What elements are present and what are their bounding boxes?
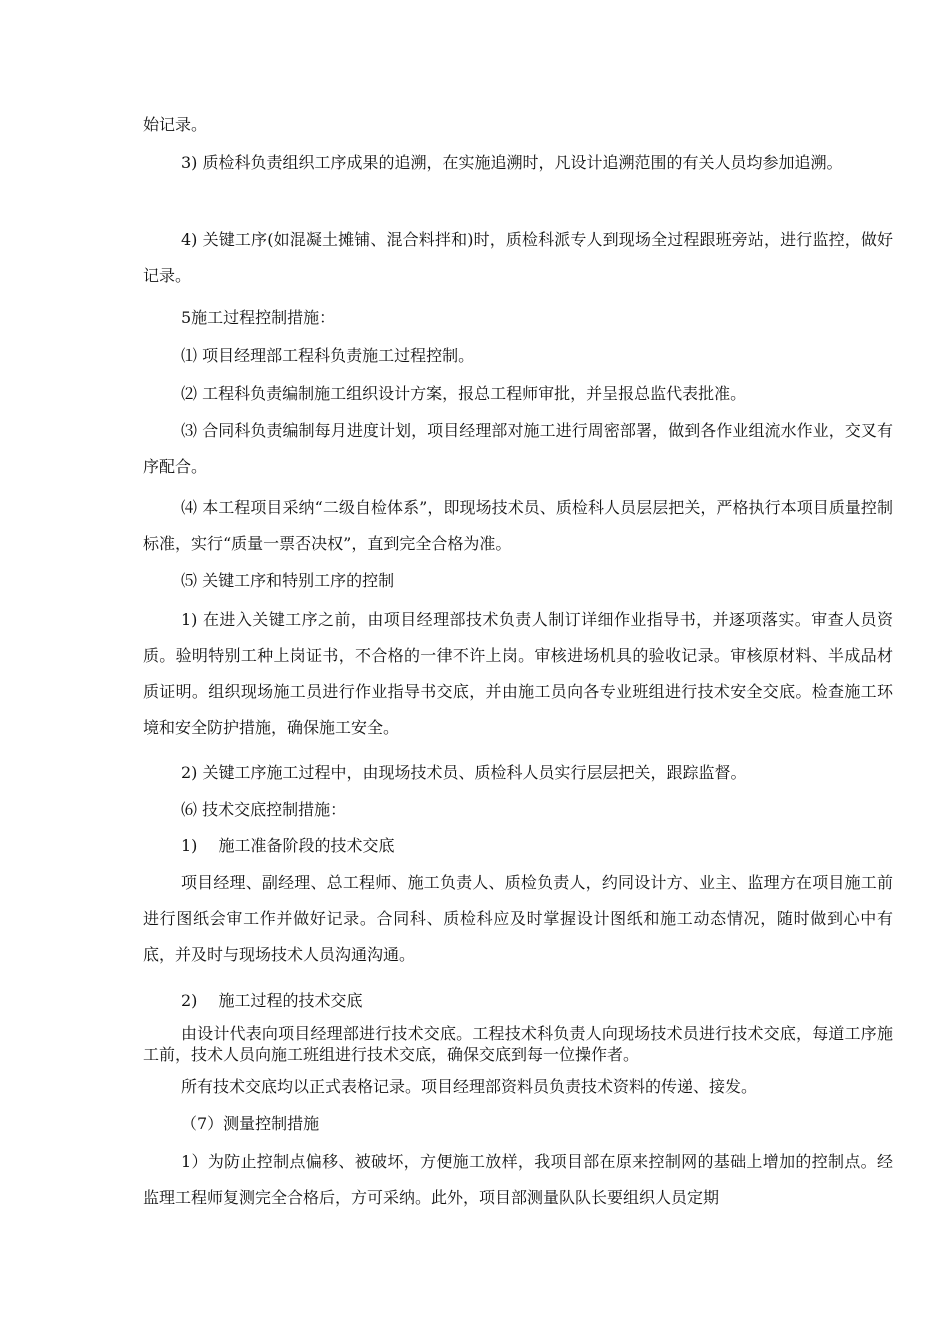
subheading-7: （7）测量控制措施 [181,1114,320,1133]
paragraph-survey-1: 1）为防止控制点偏移、被破坏，方便施工放样，我项目部在原来控制网的基础上增加的控制点。经监理工程师复测完全合格后，方可采纳。此外，项目部测量队队长要组织人员定期 [143,1152,893,1207]
paragraph-sub-2: ⑵ 工程科负责编制施工组织设计方案，报总工程师审批，并呈报总监代表批准。 [181,384,747,403]
paragraph-construction-stage: 由设计代表向项目经理部进行技术交底。工程技术科负责人向现场技术员进行技术交底，每道工序施工前，技术人员向施工班组进行技术交底，确保交底到每一位操作者。 [143,1024,893,1064]
paragraph-sub-1: ⑴ 项目经理部工程科负责施工过程控制。 [181,346,475,365]
paragraph-item-4: 4) 关键工序(如混凝土摊铺、混合料拌和)时，质检科派专人到现场全过程跟班旁站，进行监控，做好记录。 [143,230,893,285]
paragraph-key-process-2: 2) 关键工序施工过程中，由现场技术员、质检科人员实行层层把关，跟踪监督。 [181,763,747,782]
paragraph-item-3: 3) 质检科负责组织工序成果的追溯，在实施追溯时，凡设计追溯范围的有关人员均参加追溯。 [181,153,843,172]
paragraph-sub-3: ⑶ 合同科负责编制每月进度计划，项目经理部对施工进行周密部署，做到各作业组流水作业，交叉有序配合。 [143,421,893,476]
paragraph-continuation: 始记录。 [143,115,208,134]
paragraph-records: 所有技术交底均以正式表格记录。项目经理部资料员负责技术资料的传递、接发。 [181,1077,758,1096]
section-heading-5: 5施工过程控制措施： [181,308,336,327]
subheading-6: ⑹ 技术交底控制措施： [181,800,347,819]
subheading-prep-stage: 1) 施工准备阶段的技术交底 [181,836,395,855]
paragraph-prep-stage: 项目经理、副经理、总工程师、施工负责人、质检负责人，约同设计方、业主、监理方在项目施工前进行图纸会审工作并做好记录。合同科、质检科应及时掌握设计图纸和施工动态情况，随时做到心中有底，并及时与现场技术人员沟通沟通。 [143,873,893,964]
subheading-construction-stage: 2) 施工过程的技术交底 [181,991,363,1010]
subheading-5: ⑸ 关键工序和特别工序的控制 [181,571,395,590]
paragraph-key-process-1: 1) 在进入关键工序之前，由项目经理部技术负责人制订详细作业指导书，并逐项落实。审查人员资质。验明特别工种上岗证书，不合格的一律不许上岗。审核进场机具的验收记录。审核原材料、半成品材质证明。组织现场施工员进行作业指导书交底，并由施工员向各专业班组进行技术安全交底。检查施工环境和安全防护措施，确保施工安全。 [143,610,893,737]
paragraph-sub-4: ⑷ 本工程项目采纳“二级自检体系”，即现场技术员、质检科人员层层把关，严格执行本项目质量控制标准，实行“质量一票否决权”，直到完全合格为准。 [143,498,893,553]
